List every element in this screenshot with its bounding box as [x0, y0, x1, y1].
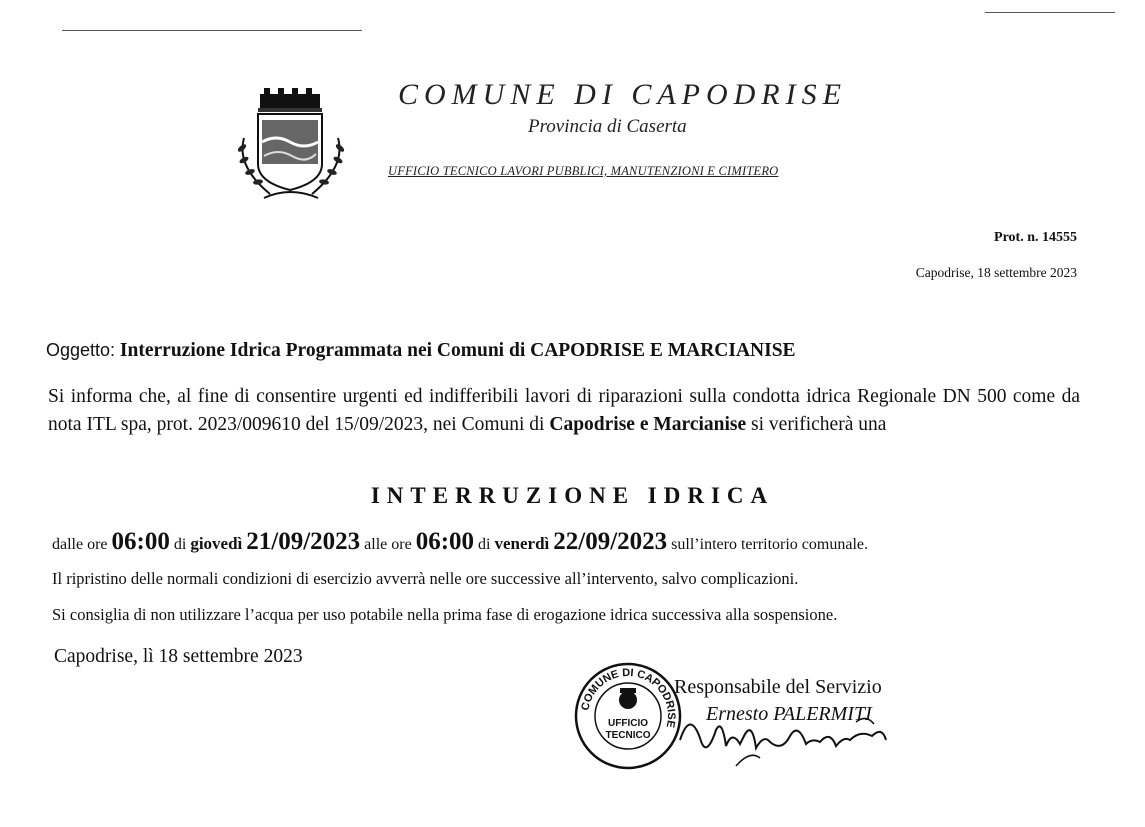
to-day-prefix: di — [478, 536, 491, 553]
notice-paragraph — [48, 383, 1080, 439]
to-date: 22/09/2023 — [553, 528, 668, 555]
from-time: 06:00 — [111, 528, 170, 555]
from-date: 21/09/2023 — [246, 528, 361, 555]
subject-text: Interruzione Idrica Programmata nei Comuni di CAPODRISE E MARCIANISE — [119, 340, 796, 361]
signatory-name: Ernesto PALERMITI — [706, 703, 872, 725]
scan-line-top-right — [985, 12, 1115, 13]
office-name: UFFICIO TECNICO LAVORI PUBBLICI, MANUTENZIONI E CIMITERO — [388, 164, 779, 178]
schedule-line — [52, 528, 868, 556]
province-subtitle: Provincia di Caserta — [528, 116, 687, 137]
stamp-line-1: UFFICIO — [608, 718, 648, 729]
notice-intro: Si informa che, al fine di consentire urgenti ed indifferibili lavori di riparazioni sulla condotta idrica Regionale DN 500 come da nota ITL spa, prot. 2023/009610 del 15/09/2023, nei Comuni di — [48, 386, 1080, 435]
town-capodrise: Capodrise — [549, 414, 635, 435]
from-prefix: dalle ore — [52, 536, 108, 553]
town-conjunction: e — [634, 414, 654, 435]
notice-outro: si verificherà una — [746, 414, 887, 435]
subject-label: Oggetto: — [46, 340, 116, 360]
town-marcianise: Marcianise — [653, 414, 747, 435]
municipal-crest-logo — [228, 86, 356, 208]
advice-note: Si consiglia di non utilizzare l’acqua per uso potabile nella prima fase di erogazione idrica successiva alla sospensione. — [52, 605, 838, 624]
signatory-role: Responsabile del Servizio — [674, 676, 882, 698]
stamp-ring-text: COMUNE DI CAPODRISE — [579, 666, 678, 729]
headline-interruption: INTERRUZIONE IDRICA — [370, 483, 775, 508]
from-day-prefix: di — [173, 536, 187, 553]
document-date: Capodrise, 18 settembre 2023 — [915, 265, 1077, 280]
to-time: 06:00 — [415, 528, 475, 555]
handwritten-signature — [660, 700, 900, 770]
to-day: venerdì — [494, 534, 550, 553]
protocol-number: Prot. n. 14555 — [994, 230, 1077, 245]
to-prefix: alle ore — [364, 536, 412, 553]
closing-place-date: Capodrise, lì 18 settembre 2023 — [54, 646, 303, 667]
scan-line-top-left — [62, 30, 362, 31]
schedule-suffix: sull’intero territorio comunale. — [671, 536, 868, 553]
subject-line — [46, 340, 796, 362]
restore-note: Il ripristino delle normali condizioni di esercizio avverrà nelle ore successive all’intervento, salvo complicazioni. — [52, 569, 799, 588]
stamp-line-2: TECNICO — [605, 730, 651, 741]
municipality-title: COMUNE DI CAPODRISE — [398, 78, 847, 111]
from-day: giovedì — [190, 534, 243, 553]
